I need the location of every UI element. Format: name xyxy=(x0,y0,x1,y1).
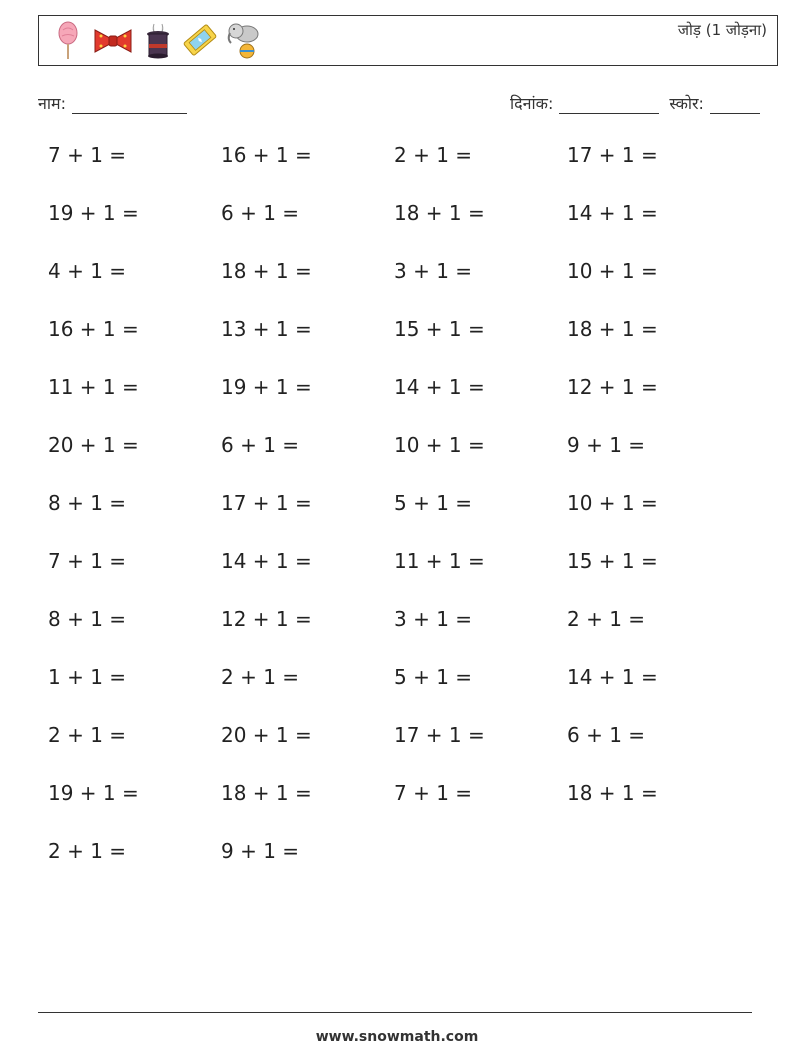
problem-item: 6 + 1 = xyxy=(567,723,646,747)
problem-item: 17 + 1 = xyxy=(567,143,658,167)
problem-item: 14 + 1 = xyxy=(221,549,312,573)
problem-item: 8 + 1 = xyxy=(48,607,127,631)
problem-item: 10 + 1 = xyxy=(394,433,485,457)
problem-item: 2 + 1 = xyxy=(221,665,300,689)
problem-item: 8 + 1 = xyxy=(48,491,127,515)
footer-divider xyxy=(38,1012,752,1013)
problem-item: 6 + 1 = xyxy=(221,433,300,457)
problem-item: 5 + 1 = xyxy=(394,491,473,515)
problem-item: 14 + 1 = xyxy=(567,201,658,225)
score-blank[interactable] xyxy=(710,97,760,114)
problem-item: 10 + 1 = xyxy=(567,491,658,515)
problem-item: 15 + 1 = xyxy=(394,317,485,341)
problem-item: 18 + 1 = xyxy=(221,781,312,805)
footer-website: www.snowmath.com xyxy=(315,1029,479,1045)
problem-item: 18 + 1 = xyxy=(567,781,658,805)
problem-item: 4 + 1 = xyxy=(48,259,127,283)
problem-item: 9 + 1 = xyxy=(567,433,646,457)
cotton-candy-icon xyxy=(51,20,85,60)
name-label: नाम: xyxy=(38,94,66,113)
score-label: स्कोर: xyxy=(669,94,704,113)
problem-item: 1 + 1 = xyxy=(48,665,127,689)
date-score-field xyxy=(510,92,760,114)
problem-item: 16 + 1 = xyxy=(48,317,139,341)
problem-item: 19 + 1 = xyxy=(221,375,312,399)
problem-item: 7 + 1 = xyxy=(394,781,473,805)
problem-item: 20 + 1 = xyxy=(221,723,312,747)
problem-item: 12 + 1 = xyxy=(221,607,312,631)
ticket-icon xyxy=(183,20,217,60)
problem-item: 16 + 1 = xyxy=(221,143,312,167)
worksheet-header xyxy=(38,15,778,66)
problem-item: 11 + 1 = xyxy=(48,375,139,399)
date-blank[interactable] xyxy=(559,97,659,114)
problem-item: 2 + 1 = xyxy=(567,607,646,631)
problem-item: 11 + 1 = xyxy=(394,549,485,573)
problem-item: 18 + 1 = xyxy=(567,317,658,341)
magic-hat-icon xyxy=(141,20,175,60)
problem-item: 3 + 1 = xyxy=(394,259,473,283)
problem-item: 2 + 1 = xyxy=(48,723,127,747)
problem-item: 6 + 1 = xyxy=(221,201,300,225)
problem-item: 7 + 1 = xyxy=(48,143,127,167)
name-field xyxy=(38,92,187,114)
elephant-icon xyxy=(225,20,265,60)
problem-item: 19 + 1 = xyxy=(48,201,139,225)
problem-item: 20 + 1 = xyxy=(48,433,139,457)
header-icons xyxy=(51,20,265,60)
problem-item: 14 + 1 = xyxy=(567,665,658,689)
problem-item: 10 + 1 = xyxy=(567,259,658,283)
problem-item: 2 + 1 = xyxy=(48,839,127,863)
problem-item: 13 + 1 = xyxy=(221,317,312,341)
problem-item: 18 + 1 = xyxy=(394,201,485,225)
name-blank[interactable] xyxy=(72,97,187,114)
problem-item: 5 + 1 = xyxy=(394,665,473,689)
problem-item: 2 + 1 = xyxy=(394,143,473,167)
date-label: दिनांक: xyxy=(510,94,554,113)
problem-item: 15 + 1 = xyxy=(567,549,658,573)
problem-item: 3 + 1 = xyxy=(394,607,473,631)
problem-item: 14 + 1 = xyxy=(394,375,485,399)
problem-item: 18 + 1 = xyxy=(221,259,312,283)
problem-item: 19 + 1 = xyxy=(48,781,139,805)
problem-item: 9 + 1 = xyxy=(221,839,300,863)
worksheet-title: जोड़ (1 जोड़ना) xyxy=(677,21,767,39)
problem-item: 12 + 1 = xyxy=(567,375,658,399)
problem-item: 7 + 1 = xyxy=(48,549,127,573)
problem-item: 17 + 1 = xyxy=(394,723,485,747)
problem-item: 17 + 1 = xyxy=(221,491,312,515)
bow-tie-icon xyxy=(93,20,133,60)
